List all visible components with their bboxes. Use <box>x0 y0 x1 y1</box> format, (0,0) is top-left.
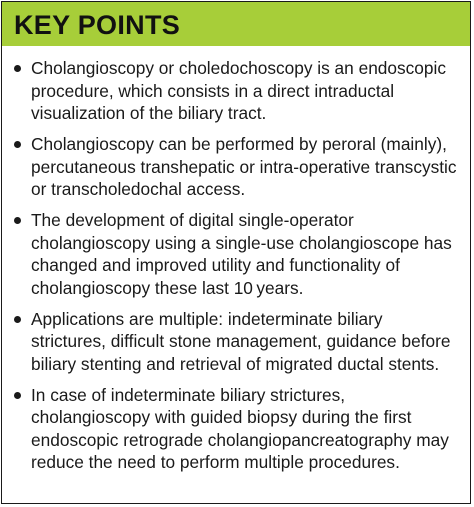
list-item <box>2 133 461 201</box>
list-item-text: In case of indeterminate biliary strictures, cholangioscopy with guided biopsy during the first endoscopic retrograde cholangiopancreatography may reduce the need to perform multiple procedures. <box>31 384 449 472</box>
bullet-icon <box>14 316 21 323</box>
list-item-text: The development of digital single-operator cholangioscopy using a single-use cholangioscope has changed and improved utility and functionality of cholangioscopy these last 10 years. <box>31 210 452 298</box>
list-item-text: Cholangioscopy or choledochoscopy is an endoscopic procedure, which consists in a direct intraductal visualization of the biliary tract. <box>31 58 447 123</box>
list-item <box>2 57 461 125</box>
list-item-text: Applications are multiple: indeterminate biliary strictures, difficult stone management, guidance before biliary stenting and retrieval of migrated ductal stents. <box>31 308 451 374</box>
bullet-icon <box>14 65 21 72</box>
bullet-icon <box>14 392 21 399</box>
list-item-text: Cholangioscopy can be performed by peroral (mainly), percutaneous transhepatic or intra-operative transcystic or transcholedochal access. <box>31 134 457 199</box>
list-item <box>2 384 461 474</box>
list-item <box>2 209 461 299</box>
key-points-list <box>2 57 461 482</box>
key-points-box <box>1 1 471 504</box>
bullet-icon <box>14 217 21 224</box>
bullet-icon <box>14 141 21 148</box>
key-points-header <box>2 2 470 46</box>
list-item <box>2 308 461 376</box>
key-points-title: KEY POINTS <box>14 10 181 40</box>
